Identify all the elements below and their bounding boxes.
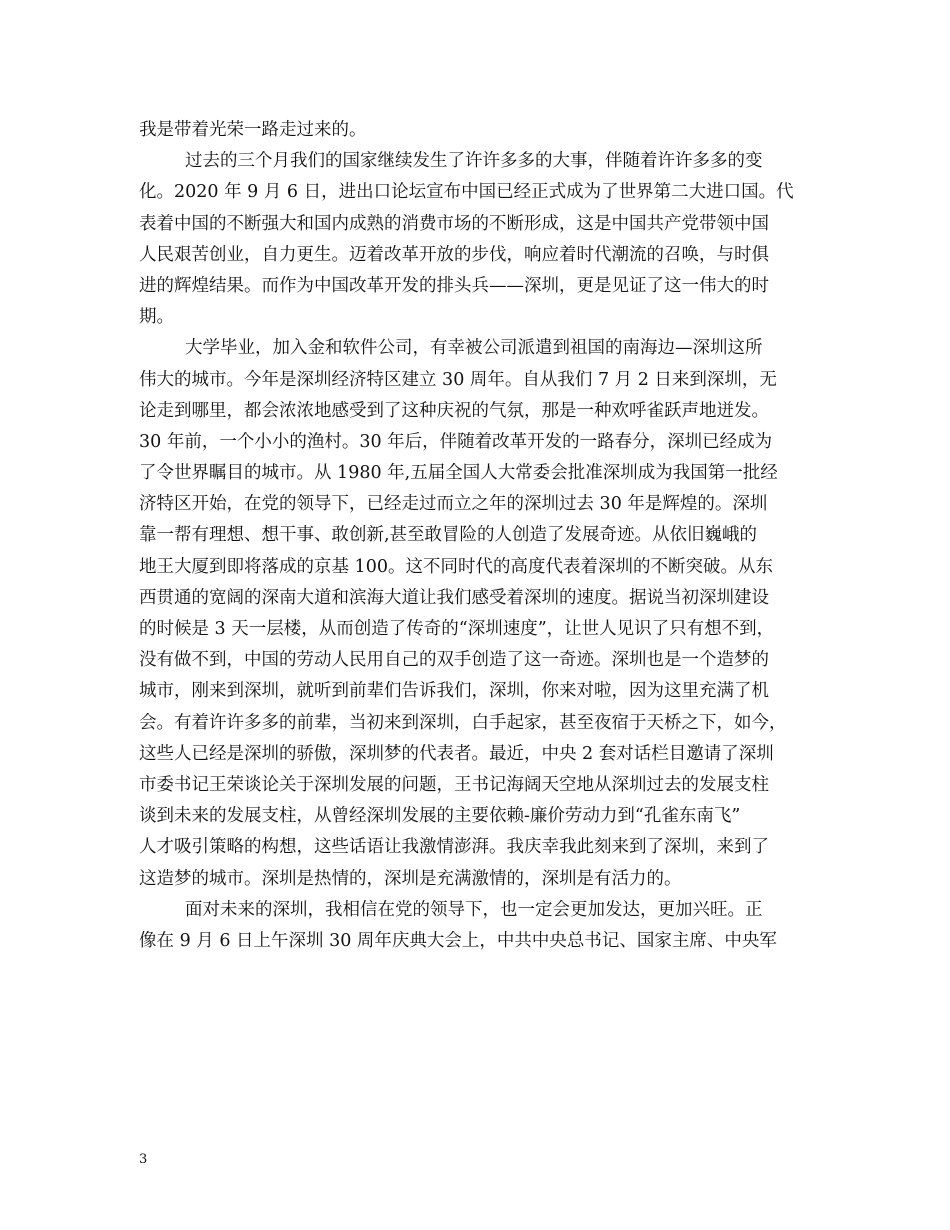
text-line: 面对未来的深圳，我相信在党的领导下，也一定会更加发达，更加兴旺。正 <box>185 899 763 920</box>
text-line: 化。2020 年 9 月 6 日，进出口论坛宣布中国已经正式成为了世界第二大进口国。代 <box>139 182 794 203</box>
text-line: 没有做不到，中国的劳动人民用自己的双手创造了这一奇迹。深圳也是一个造梦的 <box>139 650 769 671</box>
body-text <box>139 115 825 957</box>
text-line: 济特区开始，在党的领导下，已经走过而立之年的深圳过去 30 年是辉煌的。深圳 <box>139 494 768 515</box>
text-line: 了令世界瞩目的城市。从 1980 年,五届全国人大常委会批准深圳成为我国第一批经 <box>139 463 778 484</box>
text-line: 30 年前，一个小小的渔村。30 年后，伴随着改革开发的一路春分，深圳已经成为 <box>139 431 773 452</box>
text-line: 伟大的城市。今年是深圳经济特区建立 30 周年。自从我们 7 月 2 日来到深圳，无 <box>139 369 777 390</box>
text-line: 这些人已经是深圳的骄傲，深圳梦的代表者。最近，中央 2 套对话栏目邀请了深圳 <box>139 743 774 764</box>
text-line: 地王大厦到即将落成的京基 100。这不同时代的高度代表着深圳的不断突破。从东 <box>139 556 773 577</box>
text-line: 城市，刚来到深圳，就听到前辈们告诉我们，深圳，你来对啦，因为这里充满了机 <box>139 681 769 702</box>
text-line: 过去的三个月我们的国家继续发生了许许多多的大事，伴随着许许多多的变 <box>185 151 763 172</box>
text-line: 人才吸引策略的构想，这些话语让我激情澎湃。我庆幸我此刻来到了深圳，来到了 <box>139 837 769 858</box>
text-line: 论走到哪里，都会浓浓地感受到了这种庆祝的气氛，那是一种欢呼雀跃声地迸发。 <box>139 400 769 421</box>
text-line: 进的辉煌结果。而作为中国改革开发的排头兵——深圳，更是见证了这一伟大的时 <box>139 275 769 296</box>
text-line: 市委书记王荣谈论关于深圳发展的问题，王书记海阔天空地从深圳过去的发展支柱 <box>139 774 769 795</box>
text-line: 西贯通的宽阔的深南大道和滨海大道让我们感受着深圳的速度。据说当初深圳建设 <box>139 587 769 608</box>
text-line: 表着中国的不断强大和国内成熟的消费市场的不断形成，这是中国共产党带领中国 <box>139 213 769 234</box>
text-line: 像在 9 月 6 日上午深圳 30 周年庆典大会上，中共中央总书记、国家主席、中央军 <box>139 930 777 951</box>
text-line: 这造梦的城市。深圳是热情的，深圳是充满激情的，深圳是有活力的。 <box>139 868 682 889</box>
text-line: 谈到未来的发展支柱，从曾经深圳发展的主要依赖-廉价劳动力到“孔雀东南飞” <box>139 806 741 827</box>
text-line: 期。 <box>139 307 174 328</box>
page-number: 3 <box>139 1152 148 1167</box>
text-line: 大学毕业，加入金和软件公司，有幸被公司派遣到祖国的南海边—深圳这所 <box>185 338 763 359</box>
text-line: 靠一帮有理想、想干事、敢创新,甚至敢冒险的人创造了发展奇迹。从依旧巍峨的 <box>139 525 758 546</box>
text-line: 人民艰苦创业，自力更生。迈着改革开放的步伐，响应着时代潮流的召唤，与时俱 <box>139 244 769 265</box>
text-line: 的时候是 3 天一层楼，从而创造了传奇的“深圳速度”，让世人见识了只有想不到， <box>139 619 775 639</box>
text-line: 我是带着光荣一路走过来的。 <box>139 120 367 140</box>
text-line: 会。有着许许多多的前辈，当初来到深圳，白手起家，甚至夜宿于天桥之下，如今， <box>139 712 787 733</box>
